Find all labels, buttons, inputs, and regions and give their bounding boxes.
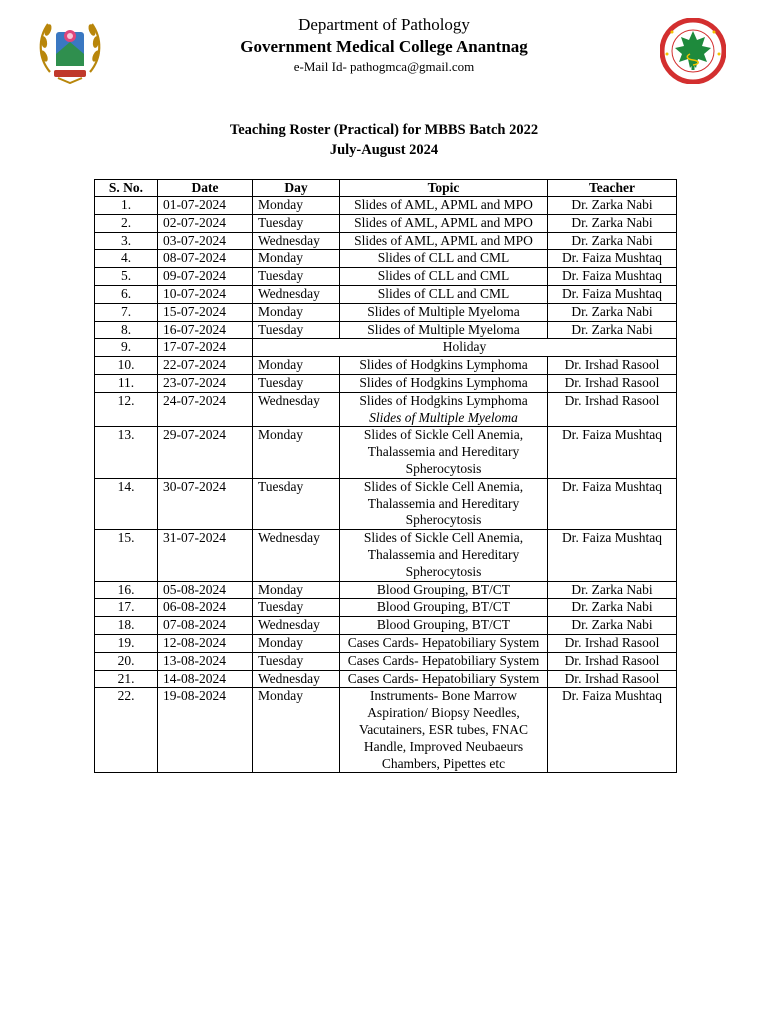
serial-number-cell: 22.: [95, 688, 158, 773]
topic-text: Slides of Multiple Myeloma: [367, 303, 520, 319]
column-header-teacher: Teacher: [548, 180, 677, 197]
table-row: [95, 357, 677, 375]
topic-text: Slides of Hodgkins Lymphoma: [359, 374, 528, 390]
serial-number-cell: 9.: [95, 339, 158, 357]
serial-number-cell: 7.: [95, 303, 158, 321]
day-cell: Tuesday: [253, 652, 340, 670]
table-row: [95, 321, 677, 339]
roster-period: July-August 2024: [329, 142, 439, 158]
day-cell: Monday: [253, 357, 340, 375]
roster-title: Teaching Roster (Practical) for MBBS Batch 2022: [229, 122, 539, 138]
holiday-cell: Holiday: [253, 339, 677, 357]
date-cell: 06-08-2024: [158, 599, 253, 617]
teacher-cell: Dr. Zarka Nabi: [548, 321, 677, 339]
day-cell: Tuesday: [253, 374, 340, 392]
topic-text: Slides of AML, APML and MPO: [354, 214, 533, 230]
teacher-cell: Dr. Zarka Nabi: [548, 581, 677, 599]
date-cell: 31-07-2024: [158, 530, 253, 581]
topic-text: Slides of CLL and CML: [377, 268, 510, 284]
table-row: [95, 268, 677, 286]
roster-body: [95, 197, 677, 773]
serial-number-cell: 15.: [95, 530, 158, 581]
date-cell: 01-07-2024: [158, 197, 253, 215]
serial-number-cell: 12.: [95, 392, 158, 427]
teacher-cell: Dr. Irshad Rasool: [548, 652, 677, 670]
table-row: [95, 634, 677, 652]
day-cell: Tuesday: [253, 321, 340, 339]
topic-cell: [340, 197, 548, 215]
serial-number-cell: 10.: [95, 357, 158, 375]
topic-text: Cases Cards- Hepatobiliary System: [347, 634, 540, 650]
date-cell: 16-07-2024: [158, 321, 253, 339]
table-row: [95, 652, 677, 670]
serial-number-cell: 4.: [95, 250, 158, 268]
serial-number-cell: 5.: [95, 268, 158, 286]
email-line: e-Mail Id- pathogmca@gmail.com: [293, 59, 475, 74]
date-cell: 19-08-2024: [158, 688, 253, 773]
teacher-cell: Dr. Irshad Rasool: [548, 392, 677, 427]
government-emblem-icon: [36, 12, 104, 84]
day-cell: Tuesday: [253, 478, 340, 529]
table-row: [95, 214, 677, 232]
day-cell: Wednesday: [253, 670, 340, 688]
serial-number-cell: 16.: [95, 581, 158, 599]
date-cell: 02-07-2024: [158, 214, 253, 232]
day-cell: Tuesday: [253, 214, 340, 232]
serial-number-cell: 11.: [95, 374, 158, 392]
topic-text: Cases Cards- Hepatobiliary System: [347, 652, 540, 668]
roster-heading: [0, 120, 768, 160]
teacher-cell: Dr. Faiza Mushtaq: [548, 427, 677, 478]
topic-text: Blood Grouping, BT/CT: [376, 617, 511, 633]
topic-cell: [340, 530, 548, 581]
column-header-day: Day: [253, 180, 340, 197]
topic-cell: [340, 374, 548, 392]
date-cell: 30-07-2024: [158, 478, 253, 529]
date-cell: 12-08-2024: [158, 634, 253, 652]
topic-text: Slides of Sickle Cell Anemia, Thalassemia and Hereditary Spherocytosis: [363, 478, 524, 528]
table-row: [95, 478, 677, 529]
topic-cell: [340, 303, 548, 321]
table-row: [95, 392, 677, 427]
letterhead: [0, 14, 768, 76]
day-cell: Monday: [253, 250, 340, 268]
day-cell: Tuesday: [253, 268, 340, 286]
teacher-cell: Dr. Faiza Mushtaq: [548, 250, 677, 268]
column-header-topic: Topic: [340, 180, 548, 197]
table-row: [95, 285, 677, 303]
day-cell: Monday: [253, 688, 340, 773]
day-cell: Wednesday: [253, 232, 340, 250]
topic-cell: [340, 321, 548, 339]
teacher-cell: Dr. Zarka Nabi: [548, 214, 677, 232]
table-row: [95, 303, 677, 321]
table-header-row: [95, 180, 677, 197]
teacher-cell: Dr. Irshad Rasool: [548, 634, 677, 652]
table-row: [95, 617, 677, 635]
day-cell: Wednesday: [253, 392, 340, 427]
teacher-cell: Dr. Zarka Nabi: [548, 599, 677, 617]
serial-number-cell: 1.: [95, 197, 158, 215]
topic-cell: [340, 232, 548, 250]
date-cell: 13-08-2024: [158, 652, 253, 670]
day-cell: Monday: [253, 581, 340, 599]
date-cell: 08-07-2024: [158, 250, 253, 268]
teacher-cell: Dr. Zarka Nabi: [548, 617, 677, 635]
topic-cell: [340, 634, 548, 652]
topic-cell: [340, 427, 548, 478]
teacher-cell: Dr. Zarka Nabi: [548, 303, 677, 321]
topic-text: Slides of Multiple Myeloma: [367, 321, 520, 337]
column-header-sno: S. No.: [95, 180, 158, 197]
topic-text: Blood Grouping, BT/CT: [376, 581, 511, 597]
date-cell: 03-07-2024: [158, 232, 253, 250]
topic-cell: [340, 214, 548, 232]
topic-cell: [340, 688, 548, 773]
topic-text: Slides of AML, APML and MPO: [354, 232, 533, 248]
serial-number-cell: 20.: [95, 652, 158, 670]
table-row: [95, 197, 677, 215]
topic-text: Slides of CLL and CML: [377, 250, 510, 266]
serial-number-cell: 2.: [95, 214, 158, 232]
day-cell: Monday: [253, 634, 340, 652]
day-cell: Wednesday: [253, 285, 340, 303]
topic-cell: [340, 357, 548, 375]
date-cell: 09-07-2024: [158, 268, 253, 286]
department-name: Department of Pathology: [298, 15, 470, 34]
table-row: [95, 688, 677, 773]
date-cell: 24-07-2024: [158, 392, 253, 427]
topic-cell: [340, 268, 548, 286]
topic-cell: [340, 652, 548, 670]
day-cell: Wednesday: [253, 617, 340, 635]
date-cell: 23-07-2024: [158, 374, 253, 392]
table-row: [95, 250, 677, 268]
topic-cell: [340, 285, 548, 303]
topic-cell: [340, 478, 548, 529]
day-cell: Monday: [253, 427, 340, 478]
serial-number-cell: 6.: [95, 285, 158, 303]
date-cell: 07-08-2024: [158, 617, 253, 635]
teacher-cell: Dr. Irshad Rasool: [548, 670, 677, 688]
topic-text: Blood Grouping, BT/CT: [376, 599, 511, 615]
serial-number-cell: 3.: [95, 232, 158, 250]
table-row: [95, 232, 677, 250]
college-name: Government Medical College Anantnag: [240, 37, 528, 56]
topic-text: Slides of CLL and CML: [377, 285, 510, 301]
teacher-cell: Dr. Faiza Mushtaq: [548, 530, 677, 581]
table-row: [95, 339, 677, 357]
day-cell: Wednesday: [253, 530, 340, 581]
roster-table: [94, 179, 677, 773]
date-cell: 15-07-2024: [158, 303, 253, 321]
day-cell: Monday: [253, 303, 340, 321]
topic-text: Slides of Sickle Cell Anemia, Thalassemia and Hereditary Spherocytosis: [363, 530, 524, 579]
teacher-cell: Dr. Zarka Nabi: [548, 197, 677, 215]
topic-cell: [340, 670, 548, 688]
date-cell: 10-07-2024: [158, 285, 253, 303]
serial-number-cell: 13.: [95, 427, 158, 478]
teacher-cell: Dr. Irshad Rasool: [548, 374, 677, 392]
teacher-cell: Dr. Irshad Rasool: [548, 357, 677, 375]
serial-number-cell: 17.: [95, 599, 158, 617]
teacher-cell: Dr. Faiza Mushtaq: [548, 688, 677, 773]
topic-cell: [340, 581, 548, 599]
topic-text: Slides of Sickle Cell Anemia, Thalassemia and Hereditary Spherocytosis: [363, 427, 524, 476]
topic-cell: [340, 599, 548, 617]
table-row: [95, 670, 677, 688]
table-row: [95, 581, 677, 599]
topic-text: Cases Cards- Hepatobiliary System: [347, 670, 540, 686]
date-cell: 05-08-2024: [158, 581, 253, 599]
table-row: [95, 530, 677, 581]
date-cell: 22-07-2024: [158, 357, 253, 375]
date-cell: 14-08-2024: [158, 670, 253, 688]
topic-cell: [340, 250, 548, 268]
teacher-cell: Dr. Faiza Mushtaq: [548, 285, 677, 303]
serial-number-cell: 18.: [95, 617, 158, 635]
day-cell: Monday: [253, 197, 340, 215]
day-cell: Tuesday: [253, 599, 340, 617]
date-cell: 17-07-2024: [158, 339, 253, 357]
topic-cell: [340, 617, 548, 635]
serial-number-cell: 21.: [95, 670, 158, 688]
topic-text: Slides of Hodgkins Lymphoma: [359, 392, 528, 408]
table-row: [95, 599, 677, 617]
table-row: [95, 427, 677, 478]
teacher-cell: Dr. Faiza Mushtaq: [548, 478, 677, 529]
serial-number-cell: 8.: [95, 321, 158, 339]
date-cell: 29-07-2024: [158, 427, 253, 478]
topic-text: Slides of AML, APML and MPO: [354, 197, 533, 212]
column-header-date: Date: [158, 180, 253, 197]
medical-college-seal-icon: [660, 18, 726, 84]
teacher-cell: Dr. Faiza Mushtaq: [548, 268, 677, 286]
serial-number-cell: 14.: [95, 478, 158, 529]
topic-extra-text: Slides of Multiple Myeloma: [369, 409, 518, 425]
teacher-cell: Dr. Zarka Nabi: [548, 232, 677, 250]
topic-cell: [340, 392, 548, 427]
topic-text: Instruments- Bone Marrow Aspiration/ Biopsy Needles, Vacutainers, ESR tubes, FNAC Handle, Improved Neubaeurs Chambers, Pipettes etc: [358, 688, 529, 771]
topic-text: Slides of Hodgkins Lymphoma: [359, 357, 528, 373]
serial-number-cell: 19.: [95, 634, 158, 652]
table-row: [95, 374, 677, 392]
